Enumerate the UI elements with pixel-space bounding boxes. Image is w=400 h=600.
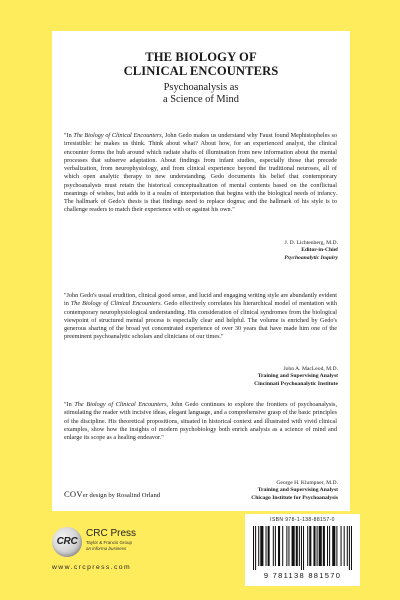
review-2-author: John A. MacLeod, M.D.: [283, 366, 338, 372]
review-1-lead: "In: [64, 132, 74, 139]
review-2: [64, 292, 337, 342]
review-1-text: [64, 132, 337, 215]
book-subtitle: [52, 82, 350, 105]
barcode-bar: [349, 526, 350, 570]
barcode-bar: [266, 526, 267, 566]
review-2-role: Training and Supervising Analyst: [257, 373, 338, 380]
barcode-bar: [336, 526, 337, 566]
cover-design-credit: [64, 490, 160, 500]
review-3: [64, 401, 337, 442]
publisher-tagline: an informa business: [86, 546, 127, 551]
barcode-bar: [303, 526, 304, 570]
review-1-book-title: The Biology of Clinical Encounters,: [73, 132, 164, 139]
barcode-bar: [329, 526, 330, 566]
barcode-bar: [323, 526, 325, 566]
review-1-body: John Gedo makes us understand why Faust found Mephistopheles so irresistible: he makes us think. Think about what? About how, for an experienced analyst, the clinical encounter forms the hub around which radiate shafts of illumination from new information about the mental processes that subserve adaptation. About findings from infant studies, especially those that precede verbalization, from neurophysiology, and from clinical experience beyond the traditional neuroses, all of which open analytic therapy to new understanding. Gedo documents his belief that contemporary psychoanalysts must retain the historical conceptualization of mental contents based on the conflictual meanings of wishes, but adds to it a realm of interpretation that begins with the biological needs of infancy. The hallmark of Gedo's thesis is that findings need to replace dogma; and the hallmark of his style is to challenge readers to match their experience with or against his own.": [64, 132, 337, 214]
text-panel: [52, 31, 350, 511]
ean-number: 9 781138 881570: [263, 571, 342, 580]
barcode-bar: [341, 526, 342, 566]
barcode-bar: [327, 526, 328, 566]
subtitle-line-2: a Science of Mind: [163, 93, 239, 105]
publisher-block: [52, 527, 212, 587]
publisher-group: Taylor & Francis Group: [86, 540, 133, 545]
crc-logo-icon: [52, 527, 82, 557]
review-2-byline: [254, 366, 338, 388]
barcode-graphic: [253, 526, 352, 570]
review-3-body: John Gedo continues to explore the frontiers of psychoanalysis, stimulating the reader with incisive ideas, elegant language, and a comprehensive grasp of the basic principles of the discipline. His theoretical propositions, situated in historical context and illustrated with vivid clinical examples, show how the insights of modern psychobiology both enrich analysis as a science of mind and enlarge its scope as a healing endeavor.": [64, 401, 337, 441]
barcode-bar: [268, 526, 270, 566]
barcode-bar: [286, 526, 287, 566]
review-3-role: Training and Supervising Analyst: [257, 487, 338, 494]
barcode-bar: [275, 526, 276, 566]
review-1-affiliation: Psychoanalytic Inquiry: [284, 254, 338, 261]
barcode-bar: [282, 526, 283, 566]
review-1-byline: [284, 240, 338, 262]
review-3-byline: [251, 480, 338, 502]
review-2-book-title: The Biology of Clinical Encounters.: [70, 300, 163, 308]
review-1-role: Editor-in-Chief: [301, 247, 338, 254]
review-1: [64, 132, 337, 215]
review-3-affiliation: Chicago Institute for Psychoanalysis: [251, 494, 338, 501]
title-line-1: THE BIOLOGY OF: [145, 50, 257, 64]
barcode-bar: [319, 526, 322, 566]
barcode-bar: [307, 526, 308, 566]
barcode-bar: [260, 526, 263, 566]
barcode-bar: [301, 526, 302, 570]
barcode-block: [245, 514, 360, 586]
review-2-body: Gedo effectively correlates his hierarchical model of mentation with contemporary neurophysiological understanding. His consideration of clinical syndromes from the biological viewpoint of structured mental process is especially clear and helpful. The volume is enriched by Gedo's generous sharing of the broad yet concentrated experience of over 30 years that have made him one of the preeminent psychoanalytic scholars and clinicians of our times.": [64, 300, 337, 341]
barcode-bar: [278, 526, 280, 566]
barcode-bar: [258, 526, 259, 566]
barcode-bar: [299, 526, 300, 566]
credit-rest: design by Rosalind Orland: [87, 492, 161, 499]
barcode-bar: [255, 526, 256, 570]
credit-prefix: COV: [64, 489, 83, 499]
review-3-author: George H. Klumpner, M.D.: [276, 480, 338, 486]
barcode-bar: [313, 526, 315, 566]
barcode-bar: [292, 526, 295, 566]
book-title: [52, 50, 350, 78]
barcode-bar: [288, 526, 289, 566]
isbn-text: ISBN 978-1-138-88157-0: [270, 517, 335, 523]
crc-logo-text: CRC: [56, 536, 78, 547]
barcode-bar: [332, 526, 335, 566]
barcode-bar: [309, 526, 311, 566]
barcode-bar: [317, 526, 318, 566]
title-line-2: CLINICAL ENCOUNTERS: [123, 64, 279, 78]
barcode-bar: [344, 526, 345, 566]
subtitle-line-1: Psychoanalysis as: [163, 82, 239, 93]
publisher-name: CRC Press: [86, 528, 137, 539]
review-1-author: J. D. Lichtenberg, M.D.: [284, 240, 338, 246]
barcode-bar: [273, 526, 274, 566]
review-2-lead: "John Gedo's usual erudition, clinical good sense, and lucid and engaging writing style are abundantly evident in: [64, 292, 337, 308]
credit-lowercase: er: [82, 492, 88, 499]
barcode-bar: [351, 526, 352, 570]
barcode-bar: [347, 526, 348, 566]
review-3-lead: "In: [64, 401, 75, 408]
publisher-url: www.crcpress.com: [52, 564, 132, 571]
review-3-book-title: The Biology of Clinical Encounters,: [74, 401, 169, 408]
barcode-bar: [296, 526, 298, 566]
barcode-bar: [253, 526, 254, 570]
review-3-text: [64, 401, 337, 442]
review-2-affiliation: Cincinnati Psychoanalytic Institute: [254, 380, 338, 387]
review-2-text: [64, 292, 337, 342]
